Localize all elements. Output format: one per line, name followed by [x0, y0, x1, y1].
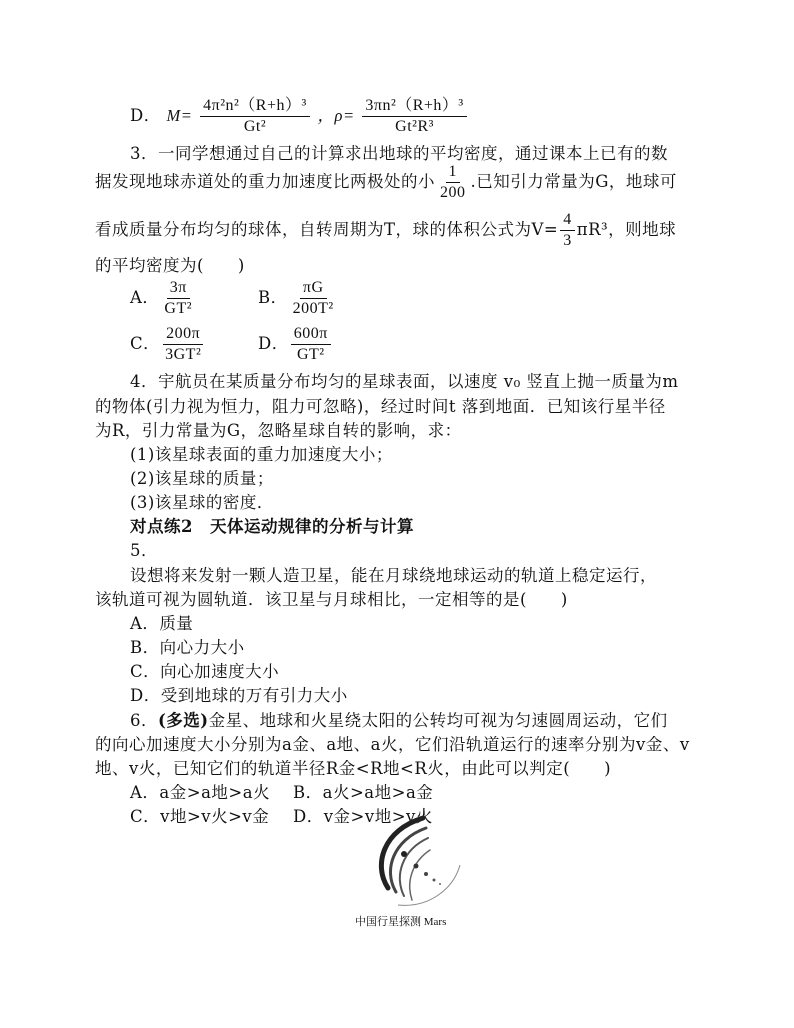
- q3-fraction: [437, 162, 469, 203]
- volume-fraction: [560, 210, 575, 251]
- rho-eq: ，ρ=: [317, 106, 355, 125]
- q4-item-3: (3)该星球的密度．: [130, 493, 274, 512]
- q3-option-b: [258, 278, 339, 319]
- q6-number: 6．: [130, 711, 158, 730]
- q4-line2: 的物体(引力视为恒力，阻力可忽略)，经过时间t 落到地面．已知该行星半径: [95, 397, 666, 416]
- q3-option-a: [130, 278, 197, 319]
- frac-den: 200T²: [292, 300, 334, 317]
- option-label: D．: [258, 334, 289, 353]
- q5-option-a: A．质量: [130, 614, 194, 633]
- rho-num: 3πn²（R+h）³: [362, 96, 466, 117]
- rho-fraction: [362, 96, 466, 137]
- q3-frac-den: 200: [440, 184, 466, 201]
- logo-caption: 中国行星探测 Mars: [355, 916, 447, 928]
- q6-option-b: B．a火>a地>a金: [293, 783, 434, 802]
- logo-dot-5: [439, 883, 441, 885]
- q6-option-a: A．a金>a地>a火: [130, 783, 271, 802]
- option-label: C．: [130, 334, 161, 353]
- q3-option-d: [258, 324, 333, 365]
- q4-item-1: (1)该星球表面的重力加速度大小；: [130, 445, 393, 464]
- mass-fraction: [200, 96, 310, 137]
- q6-line3: 地、v火，已知它们的轨道半径R金<R地<R火，由此可以判定( ): [95, 759, 612, 778]
- q6-option-d: D．v金>v地>v火: [293, 807, 433, 826]
- option-fraction: [290, 278, 337, 319]
- q3-line3: [95, 210, 676, 251]
- option-label: A．: [130, 288, 160, 307]
- q3-line3-b: πR³，则地球: [576, 220, 677, 239]
- vol-den: 3: [563, 232, 572, 249]
- q5-option-c: C．向心加速度大小: [130, 662, 280, 681]
- option-label: B．: [258, 288, 288, 307]
- q3-frac-num: 1: [446, 162, 461, 183]
- mass-num: 4π²n²（R+h）³: [200, 96, 310, 117]
- q4-item-2: (2)该星球的质量；: [130, 469, 274, 488]
- mars-exploration-logo: [368, 810, 468, 910]
- q3-line3-a: 看成质量分布均匀的球体，自转周期为T，球的体积公式为V=: [95, 220, 559, 239]
- prev-option-d: [130, 96, 469, 137]
- q6-line1-text: 金星、地球和火星绕太阳的公转均可视为匀速圆周运动，它们: [208, 711, 668, 730]
- q3-line1: 3．一同学想通过自己的计算求出地球的平均密度，通过课本上已有的数: [130, 144, 668, 163]
- option-label: D．: [130, 106, 161, 125]
- q3-line2-b: .已知引力常量为G，地球可: [470, 172, 677, 191]
- q3-option-c: [130, 324, 206, 365]
- q6-line1: [130, 710, 668, 732]
- frac-den: GT²: [296, 346, 325, 363]
- section-title: 对点练2 天体运动规律的分析与计算: [130, 517, 414, 536]
- frac-num: 600π: [291, 324, 331, 345]
- frac-den: GT²: [164, 300, 193, 317]
- q5-option-b: B．向心力大小: [130, 638, 245, 657]
- logo-dot-1: [401, 851, 407, 857]
- mass-den: Gt²: [243, 118, 267, 135]
- logo-dot-3: [424, 872, 428, 876]
- q5-number: 5．: [130, 541, 158, 560]
- logo-dot-2: [414, 864, 419, 869]
- q6-tag: (多选): [158, 711, 209, 730]
- q6-line2: 的向心加速度大小分别为a金、a地、a火，它们沿轨道运行的速率分别为v金、v: [95, 735, 690, 754]
- frac-den: 3GT²: [165, 346, 202, 363]
- q4-line1: 4．宇航员在某质量分布均匀的星球表面，以速度 v₀ 竖直上抛一质量为m: [130, 372, 679, 391]
- q3-line4: 的平均密度为( ): [95, 256, 245, 275]
- q5-option-d: D．受到地球的万有引力大小: [130, 686, 348, 705]
- option-fraction: [162, 324, 204, 365]
- frac-num: 200π: [163, 324, 203, 345]
- q3-line2-a: 据发现地球赤道处的重力加速度比两极处的小: [95, 172, 435, 191]
- frac-num: 3π: [167, 278, 190, 299]
- rho-den: Gt²R³: [395, 118, 434, 135]
- mass-eq: M=: [166, 106, 193, 125]
- q4-line3: 为R，引力常量为G，忽略星球自转的影响，求：: [95, 421, 462, 440]
- q5-line2: 该轨道可视为圆轨道．该卫星与月球相比，一定相等的是( ): [95, 590, 568, 609]
- logo-arc-5: [398, 865, 460, 905]
- vol-num: 4: [560, 210, 575, 231]
- logo-arc-2: [390, 828, 426, 892]
- logo-dot-4: [433, 879, 436, 882]
- frac-num: πG: [300, 278, 327, 299]
- q6-option-c: C．v地>v火>v金: [130, 807, 270, 826]
- q5-line1: 设想将来发射一颗人造卫星，能在月球绕地球运动的轨道上稳定运行，: [130, 566, 657, 585]
- option-fraction: [291, 324, 331, 365]
- q3-line2: [95, 162, 677, 203]
- option-fraction: [161, 278, 195, 319]
